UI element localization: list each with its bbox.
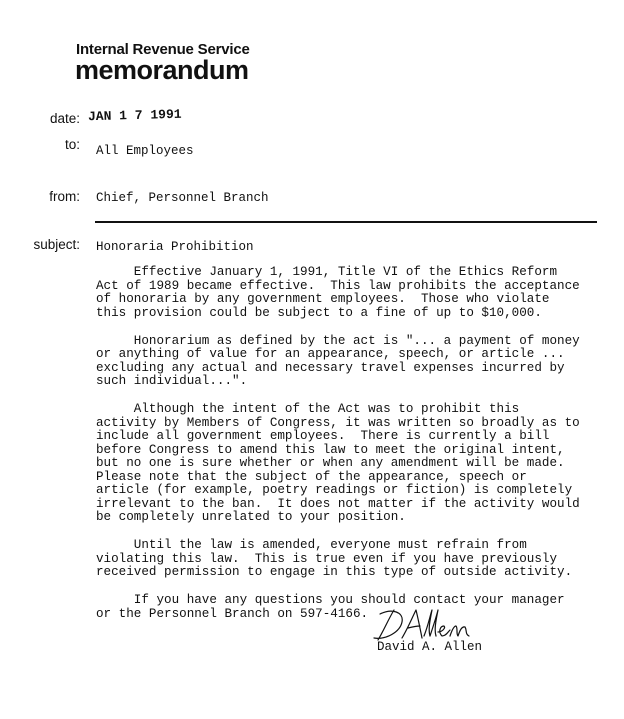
subject-label: subject:: [33, 237, 80, 252]
subject-value: Honoraria Prohibition: [96, 240, 254, 254]
header-divider: [95, 221, 597, 223]
to-label: to:: [64, 137, 80, 152]
body-paragraph: Effective January 1, 1991, Title VI of the Ethics Reform Act of 1989 became effective. This law prohibits the acceptance of honoraria by any government employees. Those who violate this provision could be subject to a fine of up to $10,000.: [96, 265, 580, 320]
agency-name: Internal Revenue Service: [76, 41, 250, 58]
date-stamp: JAN 1 7 1991: [87, 106, 182, 125]
memo-body: [96, 266, 596, 636]
body-paragraph: Although the intent of the Act was to prohibit this activity by Members of Congress, it was written so broadly as to include all government employees. There is currently a bill before Congress to amend this law to meet the original intent, but no one is sure whether or when any amendment will be made. Please note that the subject of the appearance, speech or article (for example, poetry readings or fiction) is completely irrelevant to the ban. It does not matter if the activity would be completely unrelated to your position.: [96, 402, 580, 524]
memo-title: memorandum: [75, 55, 249, 85]
body-paragraph: Honorarium as defined by the act is "... a payment of money or anything of value for an appearance, speech, or article ... excluding any actual and necessary travel expenses incurred by such individual...".: [96, 333, 580, 388]
body-paragraph: Until the law is amended, everyone must refrain from violating this law. This is true even if you have previously received permission to engage in this type of outside activity.: [96, 538, 573, 579]
body-paragraph: If you have any questions you should contact your manager or the Personnel Branch on 597-4166.: [96, 593, 565, 621]
from-label: from:: [49, 189, 80, 204]
from-value: Chief, Personnel Branch: [96, 191, 269, 205]
to-value: All Employees: [96, 144, 194, 158]
signer-name: David A. Allen: [377, 640, 483, 654]
date-label: date:: [49, 111, 80, 126]
